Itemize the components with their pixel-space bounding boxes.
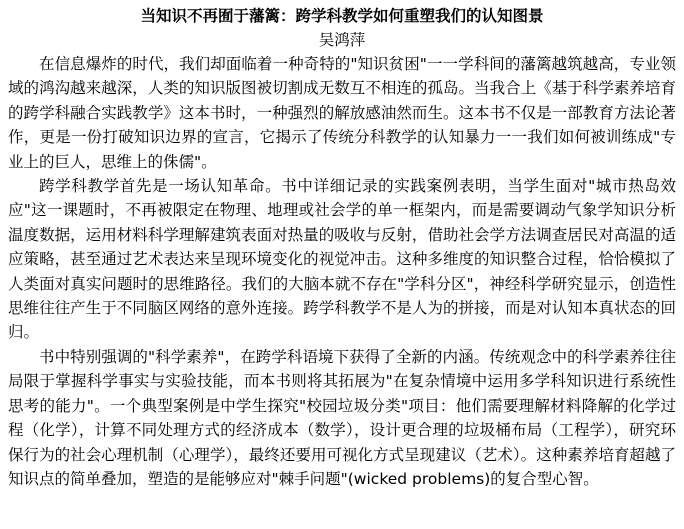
paragraph-3: 书中特别强调的"科学素养"，在跨学科语境下获得了全新的内涵。传统观念中的科学素养往往局限于掌握科学事实与实验技能，而本书则将其拓展为"在复杂情境中运用多学科知识进行系统性思考的能力"。一个典型案例是中学生探究"校园垃圾分类"项目：他们需要理解材料降解的化学过程（化学），计算不同处理方式的经济成本（数学），设计更合理的垃圾桶布局（工程学），研究环保行为的社会心理机制（心理学），最终还要用可视化方式呈现建议（艺术）。这种素养培育超越了知识点的简单叠加，塑造的是能够应对"棘手问题"(wicked problems)的复合型心智。 — [8, 347, 676, 488]
document-title: 当知识不再囿于藩篱：跨学科教学如何重塑我们的认知图景 — [140, 7, 544, 25]
paragraph-2: 跨学科教学首先是一场认知革命。书中详细记录的实践案例表明，当学生面对"城市热岛效应"这一课题时，不再被限定在物理、地理或社会学的单一框架内，而是需要调动气象学知识分析温度数据，运用材料科学理解建筑表面对热量的吸收与反射，借助社会学方法调查居民对高温的适应策略，甚至通过艺术表达来呈现环境变化的视觉冲击。这种多维度的知识整合过程，恰恰模拟了人类面对真实问题时的思维路径。我们的大脑本就不存在"学科分区"，神经科学研究显示，创造性思维往往产生于不同脑区网络的意外连接。跨学科教学不是人为的拼接，而是对认知本真状态的回归。 — [8, 177, 676, 342]
document-body — [8, 52, 676, 491]
document-author: 吴鸿萍 — [318, 31, 366, 49]
paragraph-1: 在信息爆炸的时代，我们却面临着一种奇特的"知识贫困"一一学科间的藩篱越筑越高，专业领域的鸿沟越来越深，人类的知识版图被切割成无数互不相连的孤岛。当我合上《基于科学素养培育的跨学科融合实践教学》这本书时，一种强烈的解放感油然而生。这本书不仅是一部教育方法论著作，更是一份打破知识边界的宣言，它揭示了传统分科教学的认知暴力一一我们如何被训练成"专业上的巨人，思维上的侏儒"。 — [8, 55, 676, 171]
